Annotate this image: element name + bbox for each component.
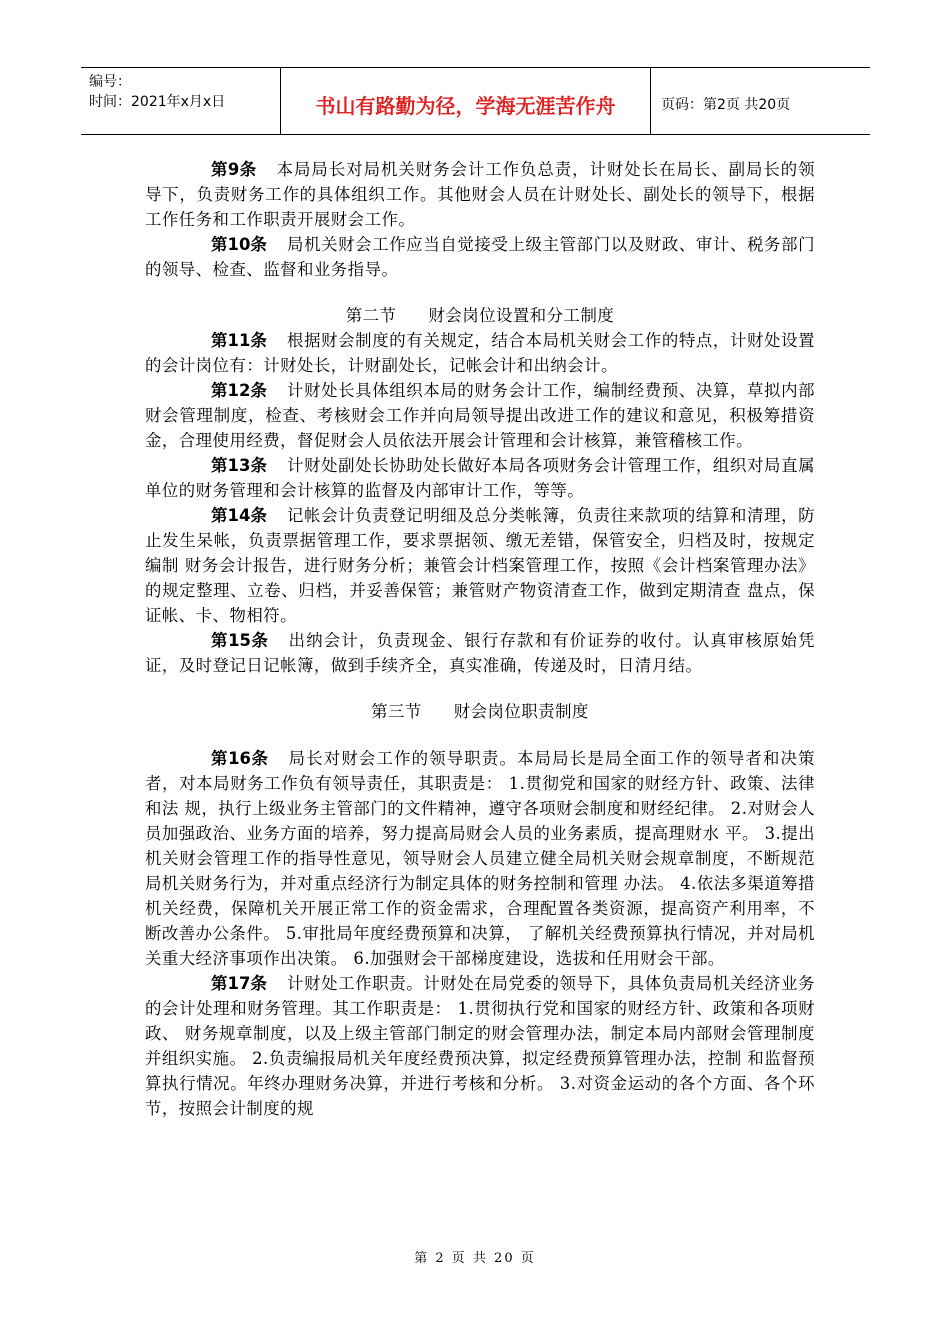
- header-page-info: 页码：第2页 共20页: [661, 97, 791, 113]
- article-paragraph: [145, 453, 815, 503]
- article-text: 局机关财会工作应当自觉接受上级主管部门以及财政、审计、税务部门的领导、检查、监督和业务指导。: [145, 235, 815, 279]
- article-text: 计财处工作职责。计财处在局党委的领导下，具体负责局机关经济业务的会计处理和财务管理。其工作职责是： 1.贯彻执行党和国家的财经方针、政策和各项财政、 财务规章制度，以及上级主管部门制定的财会管理办法，制定本局内部财会管理制度并组织实施。 2.负责编报局机关年度经费预决算，拟定经费预算管理办法，控制 和监督预算执行情况。年终办理财务决算，并进行考核和分析。 3.对资金运动的各个方面、各个环节，按照会计制度的规: [145, 974, 815, 1118]
- article-label: 第9条: [211, 160, 257, 179]
- article-paragraph: [145, 378, 815, 453]
- section-number: 第三节: [371, 702, 422, 721]
- document-body: [145, 157, 815, 1121]
- section-title: 财会岗位职责制度: [453, 702, 589, 721]
- article-paragraph: [145, 157, 815, 232]
- header-meta: [81, 68, 281, 134]
- article-text: 计财处长具体组织本局的财务会计工作，编制经费预、决算，草拟内部财会管理制度，检查、考核财会工作并向局领导提出改进工作的建议和意见，积极筹措资金，合理使用经费，督促财会人员依法开展会计管理和会计核算，兼管稽核工作。: [145, 381, 815, 450]
- article-paragraph: [145, 503, 815, 628]
- article-paragraph: [145, 971, 815, 1121]
- article-label: 第13条: [211, 456, 268, 475]
- article-label: 第10条: [211, 235, 268, 254]
- article-text: 本局局长对局机关财务会计工作负总责，计财处长在局长、副局长的领导下，负责财务工作的具体组织工作。其他财会人员在计财处长、副处长的领导下，根据工作任务和工作职责开展财会工作。: [145, 160, 816, 229]
- article-label: 第14条: [211, 506, 268, 525]
- article-text: 出纳会计，负责现金、银行存款和有价证券的收付。认真审核原始凭证，及时登记日记帐簿，做到手续齐全，真实准确，传递及时，日清月结。: [145, 631, 815, 675]
- article-text: 计财处副处长协助处长做好本局各项财务会计管理工作，组织对局直属单位的财务管理和会计核算的监督及内部审计工作，等等。: [145, 456, 815, 500]
- document-time-label: 时间：2021年x月x日: [89, 94, 226, 110]
- article-label: 第15条: [211, 631, 269, 650]
- article-paragraph: [145, 746, 815, 971]
- article-text: 根据财会制度的有关规定，结合本局机关财会工作的特点，计财处设置的会计岗位有：计财处长，计财副处长，记帐会计和出纳会计。: [145, 331, 815, 375]
- document-number-label: 编号：: [89, 74, 131, 90]
- article-paragraph: [145, 232, 815, 282]
- article-label: 第12条: [211, 381, 268, 400]
- article-paragraph: [145, 628, 815, 678]
- article-paragraph: [145, 328, 815, 378]
- page-footer: 第 2 页 共 20 页: [414, 1251, 536, 1266]
- section-heading: [145, 303, 815, 328]
- document-header: [81, 67, 870, 135]
- section-title: 财会岗位设置和分工制度: [428, 306, 615, 325]
- header-motto: 书山有路勤为径，学海无涯苦作舟: [281, 68, 651, 134]
- article-label: 第11条: [211, 331, 268, 350]
- article-label: 第16条: [211, 749, 269, 768]
- section-number: 第二节: [345, 306, 397, 325]
- article-label: 第17条: [211, 974, 268, 993]
- section-heading: [145, 699, 815, 724]
- article-text: 局长对财会工作的领导职责。本局局长是局全面工作的领导者和决策者，对本局财务工作负有领导责任，其职责是： 1.贯彻党和国家的财经方针、政策、法律和法 规，执行上级业务主管部门的文件精神，遵守各项财会制度和财经纪律。 2.对财会人员加强政治、业务方面的培养，努力提高局财会人员的业务素质，提高理财水 平。 3.提出机关财会管理工作的指导性意见，领导财会人员建立健全局机关财会规章制度，不断规范局机关财务行为，并对重点经济行为制定具体的财务控制和管理 办法。 4.依法多渠道筹措机关经费，保障机关开展正常工作的资金需求，合理配置各类资源，提高资产利用率，不断改善办公条件。 5.审批局年度经费预算和决算， 了解机关经费预算执行情况，并对局机关重大经济事项作出决策。 6.加强财会干部梯度建设，选拔和任用财会干部。: [145, 749, 815, 968]
- article-text: 记帐会计负责登记明细及总分类帐簿，负责往来款项的结算和清理，防止发生呆帐，负责票据管理工作，要求票据领、缴无差错，保管安全，归档及时，按规定编制 财务会计报告，进行财务分析；兼管会计档案管理工作，按照《会计档案管理办法》的规定整理、立卷、归档，并妥善保管；兼管财产物资清查工作，做到定期清查 盘点，保证帐、卡、物相符。: [145, 506, 815, 625]
